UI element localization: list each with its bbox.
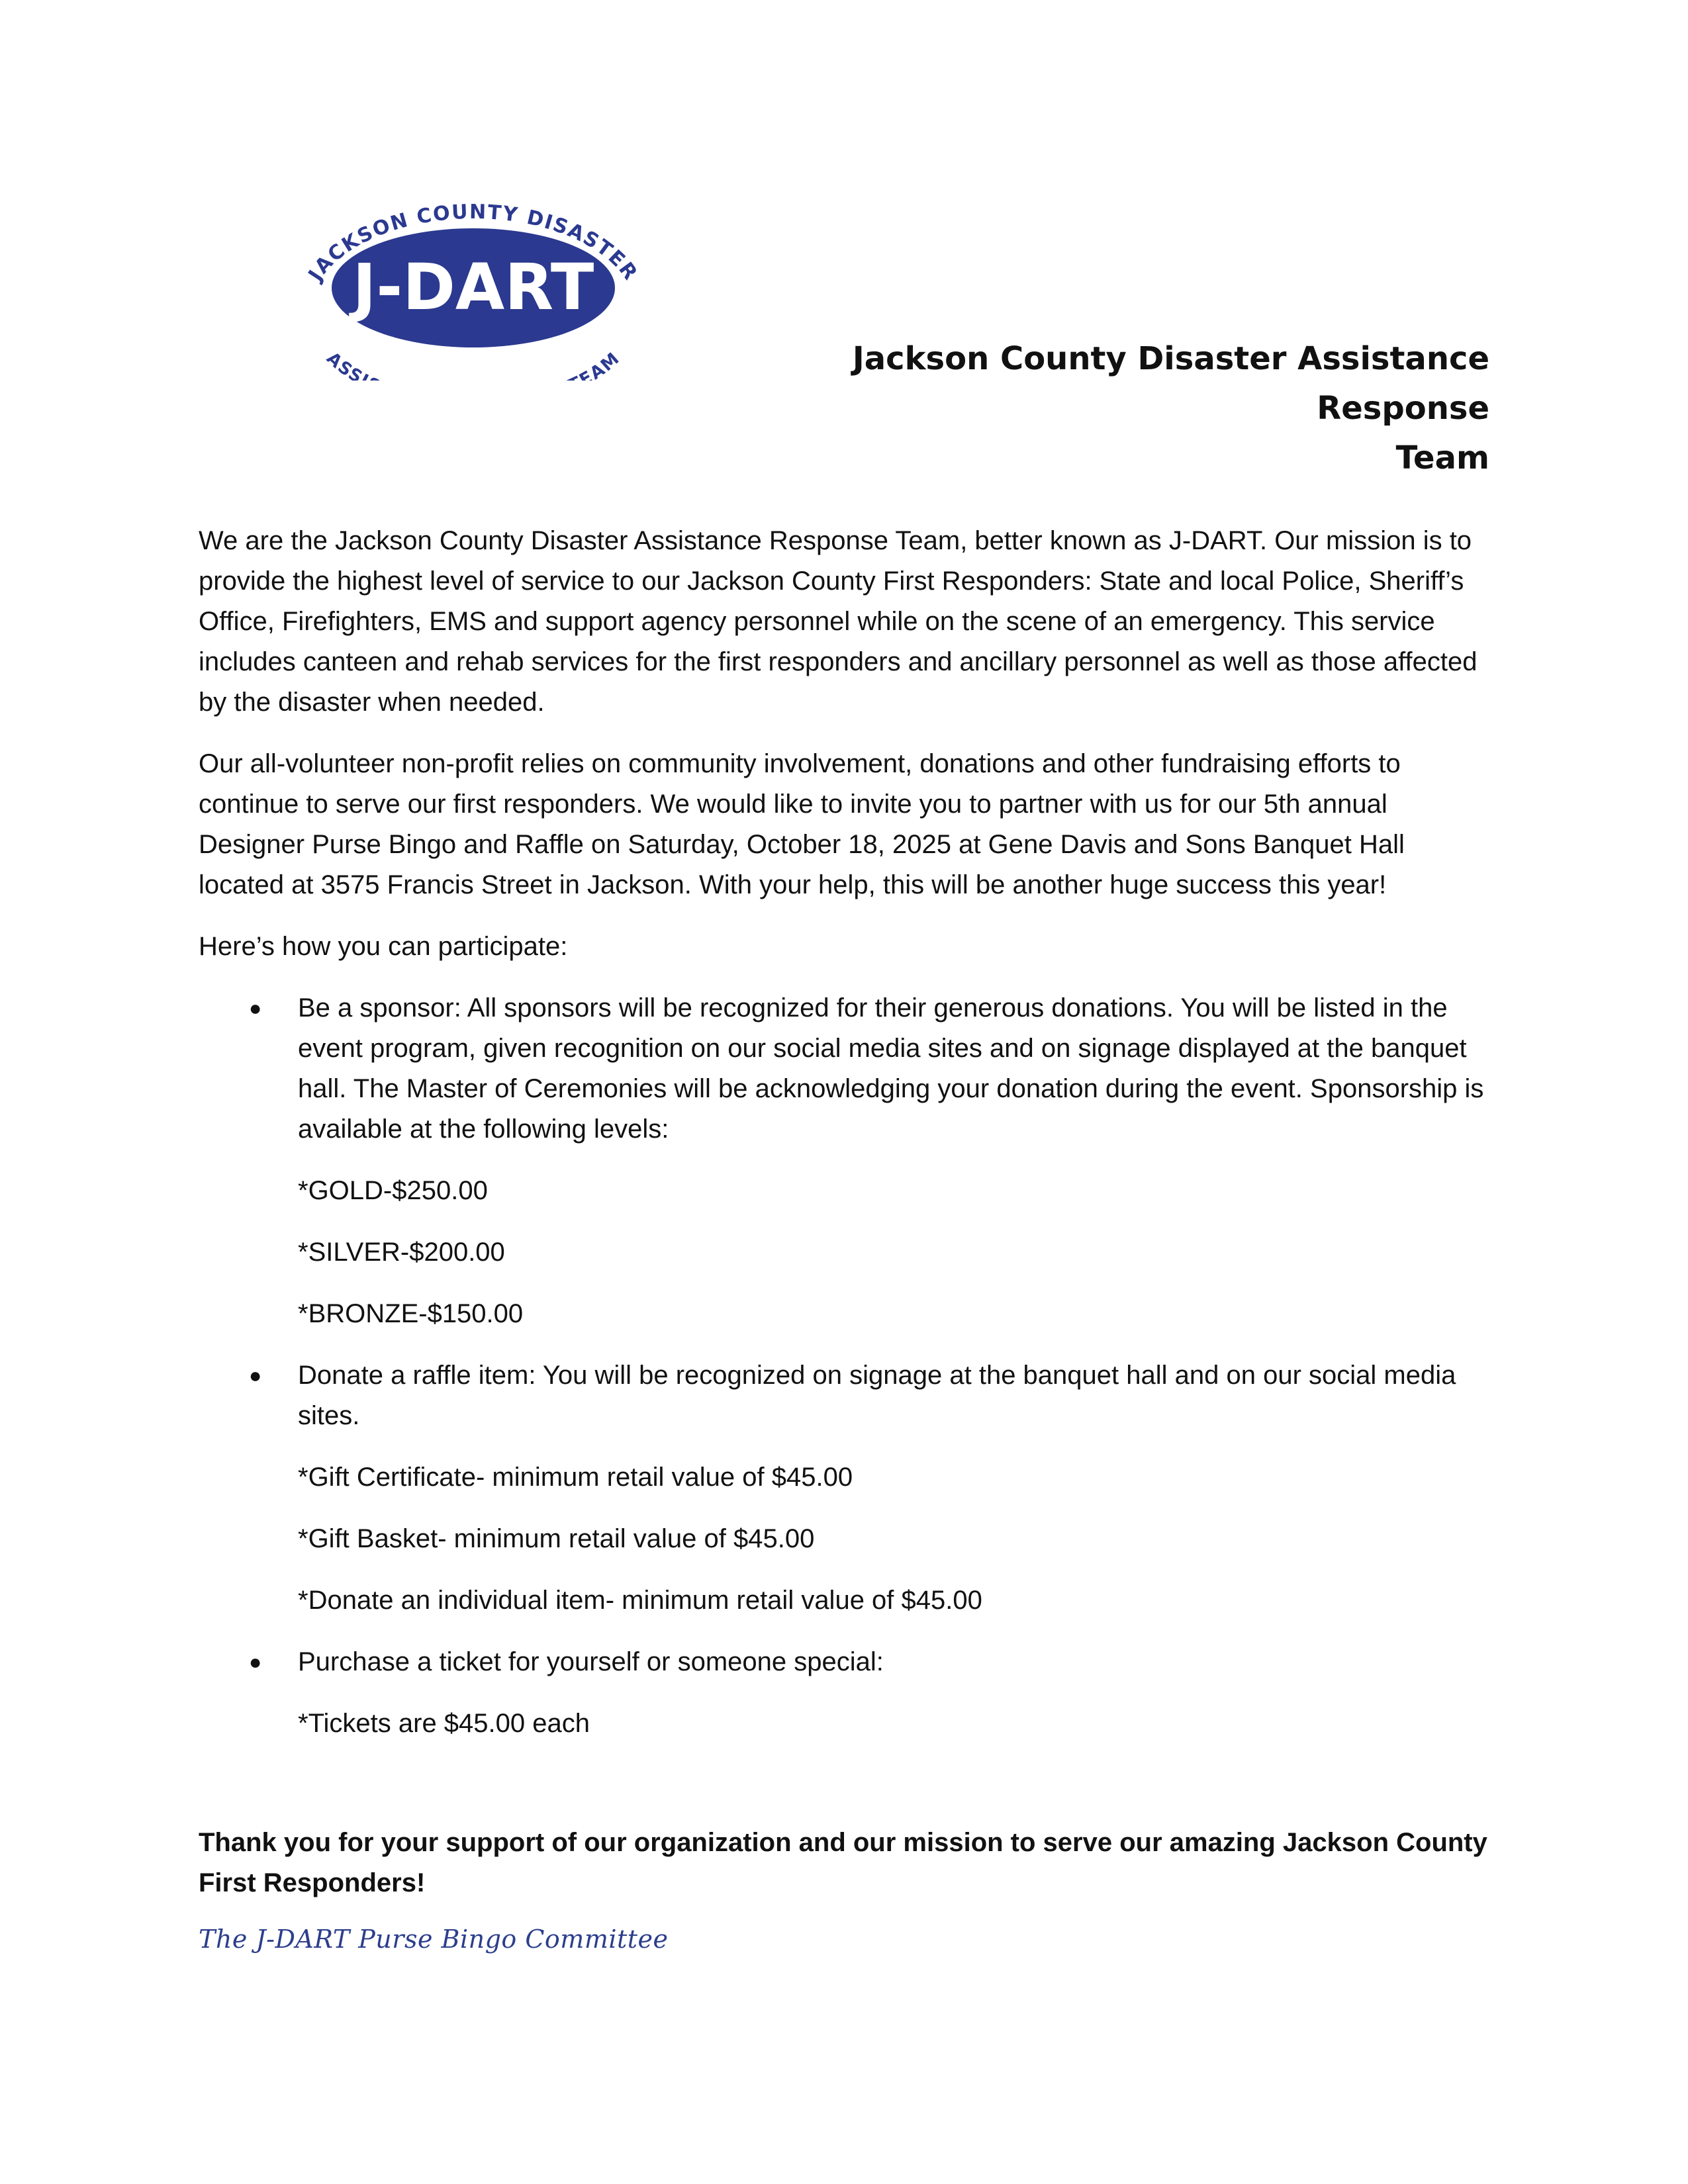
jdart-logo-graphic	[291, 195, 655, 381]
bullet-icon: ●	[249, 1650, 262, 1674]
intro-paragraph-2: Our all-volunteer non-profit relies on community involvement, donations and other fundraising efforts to continue to serve our first responders. We would like to invite you to partner with us for our 5th annual Designer Purse Bingo and Raffle on Saturday, October 18, 2025 at Gene Davis and Sons Banquet Hall located at 3575 Francis Street in Jackson. With your help, this will be another huge success this year!	[199, 749, 1405, 899]
sponsor-level-gold: *GOLD-$250.00	[298, 1176, 488, 1205]
closing-statement: Thank you for your support of our organization and our mission to serve our amazing Jackson County First Responders!	[199, 1828, 1487, 1897]
ticket-price: *Tickets are $45.00 each	[298, 1709, 590, 1738]
title-line-1: Jackson County Disaster Assistance Response	[852, 340, 1489, 427]
raffle-gift-basket: *Gift Basket- minimum retail value of $45.00	[298, 1524, 815, 1553]
sponsor-level-bronze: *BRONZE-$150.00	[298, 1299, 524, 1328]
ticket-text: Purchase a ticket for yourself or someone special:	[298, 1647, 884, 1676]
logo-bottom-text: ASS EAM	[322, 348, 624, 381]
logo-main-text: J-DART	[352, 250, 594, 324]
raffle-gift-certificate: *Gift Certificate- minimum retail value of $45.00	[298, 1463, 853, 1492]
logo-top-text: JACKSON COUNTY DISASTER	[304, 200, 643, 285]
list-item-raffle	[199, 1355, 1496, 1621]
intro-paragraph-1: We are the Jackson County Disaster Assistance Response Team, better known as J-DART. Our mission is to provide the highest level of service to our Jackson County First Responders: State and local Police, Sheriff’s Office, Firefighters, EMS and support agency personnel while on the scene of an emergency. This service includes canteen and rehab services for the first responders and ancillary personnel as well as those affected by the disaster when needed.	[199, 526, 1477, 717]
participate-heading: Here’s how you can participate:	[199, 932, 568, 961]
title-line-2: Team	[1395, 439, 1489, 477]
sponsor-text: Be a sponsor: All sponsors will be recognized for their generous donations. You will be listed in the event program, given recognition on our social media sites and on signage displayed at the banquet hall. The Master of Ceremonies will be acknowledging your donation during the event. Sponsorship is available at the following levels:	[298, 993, 1484, 1144]
participation-list	[199, 988, 1496, 1744]
list-item-sponsor	[199, 988, 1496, 1334]
letter-body	[199, 521, 1496, 1765]
bullet-icon: ●	[249, 996, 262, 1020]
raffle-text: Donate a raffle item: You will be recognized on signage at the banquet hall and on our social media sites.	[298, 1361, 1456, 1430]
signature: The J-DART Purse Bingo Committee	[199, 1925, 669, 1954]
raffle-individual-item: *Donate an individual item- minimum retail value of $45.00	[298, 1586, 982, 1615]
bullet-icon: ●	[249, 1363, 262, 1387]
jdart-logo	[291, 195, 655, 381]
sponsor-level-silver: *SILVER-$200.00	[298, 1238, 505, 1267]
page-title	[715, 334, 1489, 483]
list-item-ticket	[199, 1642, 1496, 1744]
